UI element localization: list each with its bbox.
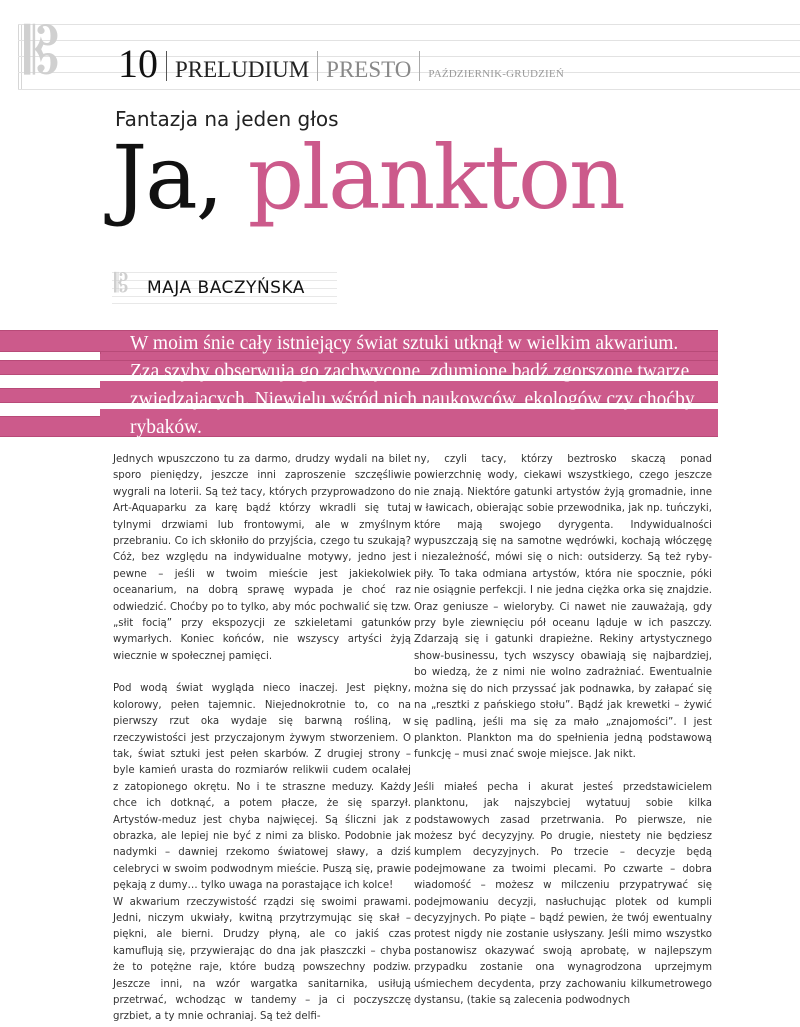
- lead-paragraph: [130, 330, 720, 442]
- body-column-2: [414, 452, 712, 1009]
- staff-barline: [21, 24, 22, 90]
- article-title: [112, 126, 624, 229]
- lead-stripe: [100, 352, 101, 354]
- divider: [317, 51, 318, 81]
- page-number: 10: [118, 41, 158, 86]
- article-kicker: Fantazja na jeden głos: [115, 107, 339, 131]
- running-header: [118, 40, 564, 87]
- paragraph: Jednych wpuszczono tu za darmo, drudzy wydali na bilet sporo pieniędzy, jeszcze inni zaproszenie szczęśliwie wygrali na loterii. Są też tacy, których przyprowadzono do Art-Aquaparku za karę bądź którzy wkradli się tutaj tylnymi drzwiami lub frontowymi, ale w zmyślnym przebraniu. Co ich skłoniło do przyjścia, czego tu szukają? Cóż, bez względu na indywidualne motywy, jedno jest pewne – jeśli w twoim mieście jest jakiekolwiek oceanarium, na dobrą sprawę wypada je choć raz odwiedzić. Choćby po to tylko, aby móc pochwalić się tzw. „słit focią” przy ekspozycji ze szkieletami gatunków wymarłych. Koniec końców, nie wszyscy artyści żyją wiecznie w społecznej pamięci.: [113, 454, 411, 662]
- divider: [419, 51, 420, 81]
- paragraph: Jeśli miałeś pecha i akurat jesteś przedstawicielem planktonu, jak najszybciej wytatuuj sobie kilka podstawowych zasad przetrwania. Po pierwsze, nie możesz być decyzyjny. Po drugie, niestety nie będziesz kumplem decyzyjnych. Po trzecie – decyzje będą podejmowane za twoimi plecami. Po czwarte – dobra wiadomość – możesz w milczeniu przypatrywać się podejmowaniu decyzji, nasłuchując plotek od kumpli decyzyjnych. Po piąte – bądź pewien, że twój ewentualny protest nigdy nie zostanie usłyszany. Jeśli mimo wszystko postanowisz okazywać swoją aprobatę, w najlepszym przypadku zostanie ona wynagrodzona uprzejmym uśmiechem decydenta, przy zachowaniu kilkumetrowego dystansu, (takie są zalecenia podwodnych: [414, 781, 712, 1006]
- staff-line: [18, 24, 800, 25]
- title-part-1: Ja,: [112, 126, 222, 229]
- staff-barline: [18, 24, 19, 90]
- section-name: PRELUDIUM: [175, 57, 310, 82]
- lead-line: rybaków.: [130, 417, 202, 438]
- staff-line: [112, 272, 337, 273]
- staff-line: [112, 303, 337, 304]
- title-part-2: plankton: [247, 126, 624, 229]
- subsection-name: PRESTO: [326, 57, 412, 82]
- paragraph: Pod wodą świat wygląda nieco inaczej. Jest piękny, kolorowy, pełen tajemnic. Niejednokrotnie to, co na pierwszy rzut oka wydaje się barwną rośliną, w rzeczywistości jest przyczajonym żywym stworzeniem. O tak, świat sztuki jest pełen skarbów. Z drugiej strony – byle kamień urasta do rozmiarów relikwii cudem ocalałej z zatopionego okrętu. No i te straszne meduzy. Każdy chce ich dotknąć, a potem płacze, że się sparzył. Artystów-meduz jest chyba najwięcej. Są śliczni jak z obrazka, ale lepiej nie być z nimi za blisko. Podobnie jak nadymki – dawniej rzekomo światowej sławy, a dziś celebryci w swoim podwodnym mieście. Puszą się, prawie pękają z dumy… tylko uwaga na porastające ich kolce!: [113, 683, 411, 892]
- lead-line: Zza szyby obserwują go zachwycone, zdumione bądź zgorszone twarze: [130, 361, 690, 382]
- divider: [166, 51, 167, 81]
- lead-line: zwiedzających. Niewielu wśród nich naukowców, ekologów czy choćby: [130, 389, 695, 410]
- body-column-1: [113, 452, 411, 1026]
- lead-line: W moim śnie cały istniejący świat sztuki utknął w wielkim akwarium.: [130, 333, 679, 354]
- issue-date: PAŹDZIERNIK-GRUDZIEŃ: [428, 68, 564, 80]
- alto-clef-icon: 𝄡: [114, 269, 129, 299]
- alto-clef-icon: 𝄡: [24, 15, 60, 89]
- paragraph: ny, czyli tacy, którzy beztrosko skaczą ponad powierzchnię wody, ciekawi wszystkiego, czego jeszcze nie znają. Niektóre gatunki artystów żyją gromadnie, inne w ławicach, obierając sobie przewodnika, jak np. tuńczyki, które mają swojego dyrygenta. Indywidualności wypuszczają się na samotne wędrówki, kochają włóczęgę i niezależność, mówi się o nich: outsiderzy. Są też ryby-piły. To taka odmiana artystów, która nie spocznie, póki nie osiągnie perfekcji. I nie jedna ciężka orka się znajdzie. Oraz geniusze – wieloryby. Ci nawet nie zauważają, gdy przy byle ziewnięciu pół oceanu ląduje w ich paszczy. Zdarzają się i gatunki drapieżne. Rekiny artystycznego show-businessu, tych wszyscy obawiają się najbardziej, bo wiedzą, że z nimi nie wolno zadrażniać. Ewentualnie można się do nich przyssać jak podnawka, by załapać się na „resztki z pańskiego stołu”. Bądź jak krewetki – żywić się padliną, jeśli ma się za mało „znajomości”. I jest plankton. Plankton ma do spełnienia jedną podstawową funkcję – musi znać swoje miejsce. Jak nikt.: [414, 454, 712, 761]
- paragraph: W akwarium rzeczywistość rządzi się swoimi prawami. Jedni, niczym ukwiały, kwitną przytrzymując się skał – piękni, ale bierni. Drudzy płyną, ale co jakiś czas kamuflują się, przywierając do dna jak płaszczki – chyba że to potężne raje, które budzą powszechny podziw. Jeszcze inni, na wzór wargatka sanitarnika, usiłują przetrwać, wchodząc w tandemy – ja ci poczyszczę grzbiet, a ty mnie ochraniaj. Są też delfi-: [113, 896, 411, 1023]
- author-name: MAJA BACZYŃSKA: [147, 278, 305, 298]
- author-byline: [112, 269, 337, 304]
- staff-line: [18, 89, 800, 90]
